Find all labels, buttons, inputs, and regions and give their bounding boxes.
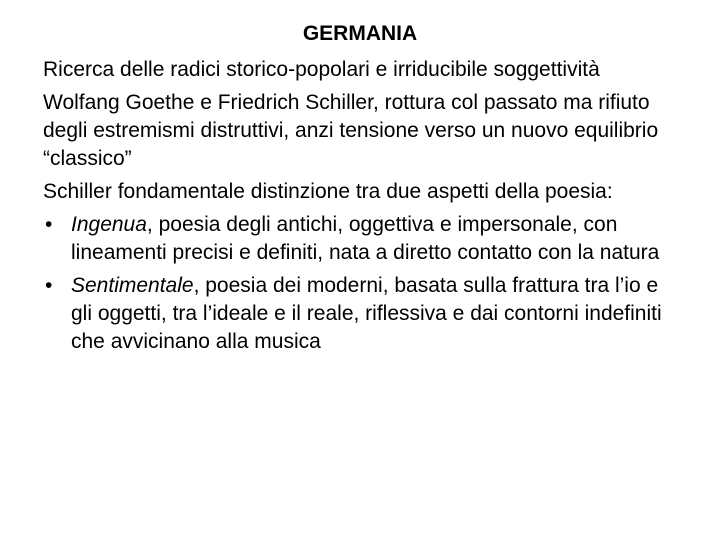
bullet-item-ingenua bbox=[43, 211, 683, 267]
bullet-term-sentimentale: Sentimentale bbox=[71, 274, 194, 297]
bullet-item-sentimentale bbox=[43, 272, 683, 356]
paragraph-goethe-schiller: Wolfang Goethe e Friedrich Schiller, rottura col passato ma rifiuto degli estremismi distruttivi, anzi tensione verso un nuovo equilibrio “classico” bbox=[43, 91, 659, 170]
bullet-icon: • bbox=[45, 274, 53, 297]
slide-title: GERMANIA bbox=[302, 22, 418, 45]
bullet-icon: • bbox=[45, 213, 53, 236]
paragraph-distinzione: Schiller fondamentale distinzione tra due aspetti della poesia: bbox=[43, 180, 613, 203]
bullet-text-ingenua: , poesia degli antichi, oggettiva e impersonale, con lineamenti precisi e definiti, nata a diretto contatto con la natura bbox=[71, 213, 660, 264]
paragraph-radici: Ricerca delle radici storico-popolari e irriducibile soggettività bbox=[43, 58, 600, 81]
bullet-text-sentimentale: , poesia dei moderni, basata sulla frattura tra l’io e gli oggetti, tra l’ideale e il reale, riflessiva e dai contorni indefiniti che avvicinano alla musica bbox=[71, 274, 662, 353]
bullet-term-ingenua: Ingenua bbox=[71, 213, 147, 236]
slide-body bbox=[43, 56, 693, 361]
bullet-list bbox=[43, 211, 693, 356]
